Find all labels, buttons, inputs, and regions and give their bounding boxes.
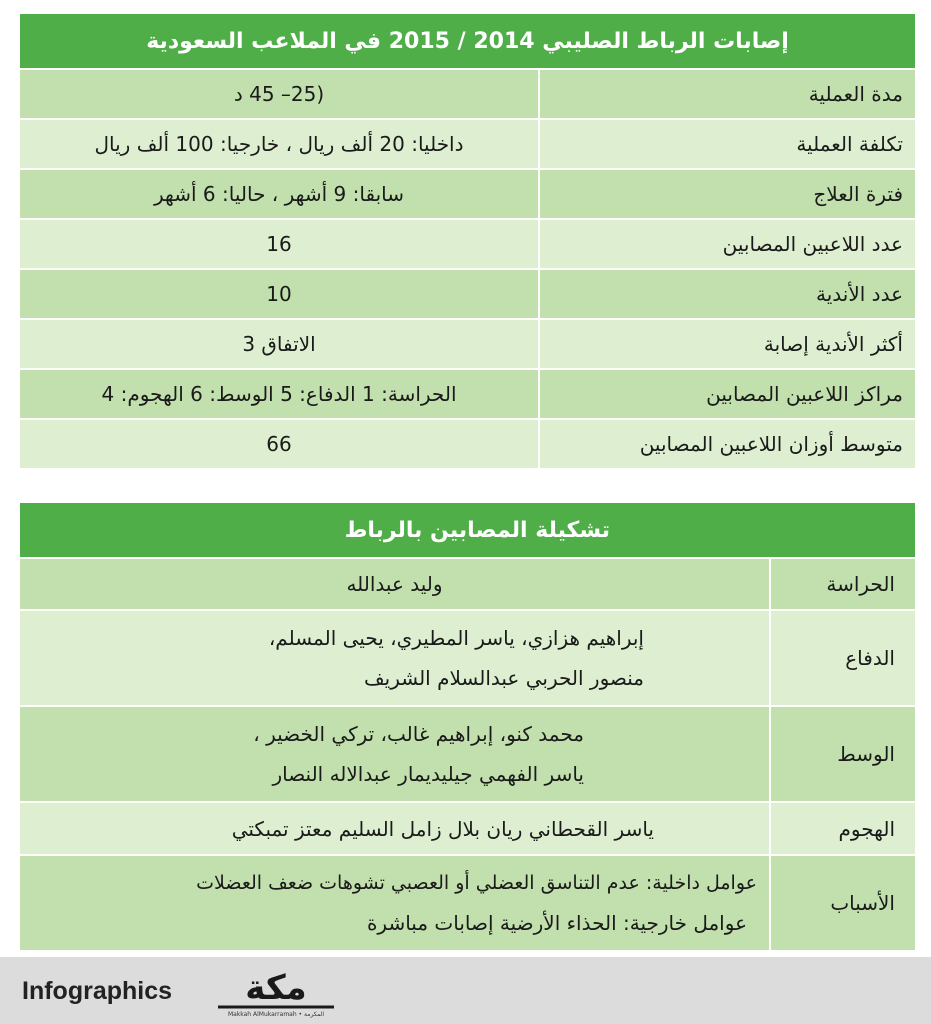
table-row bbox=[19, 855, 916, 951]
row-value-line: عوامل داخلية: عدم التناسق العضلي أو العصبي تشوهات ضعف العضلات bbox=[196, 872, 757, 894]
row-label: الهجوم bbox=[770, 802, 916, 855]
makkah-logo-icon bbox=[210, 963, 342, 1019]
row-label: مدة العملية bbox=[539, 69, 916, 119]
row-value bbox=[19, 610, 770, 706]
row-value: الاتفاق 3 bbox=[19, 319, 539, 369]
injured-players-table bbox=[18, 501, 917, 952]
row-label: تكلفة العملية bbox=[539, 119, 916, 169]
row-label: متوسط أوزان اللاعبين المصابين bbox=[539, 419, 916, 469]
table-row bbox=[19, 169, 916, 219]
row-value: (25– 45 د bbox=[19, 69, 539, 119]
row-value-line: ياسر القحطاني ريان بلال زامل السليم معتز تمبكتي bbox=[231, 816, 654, 841]
injury-stats-title: إصابات الرباط الصليبي 2014 / 2015 في الملاعب السعودية bbox=[19, 13, 916, 69]
row-value bbox=[19, 706, 770, 802]
row-label: الحراسة bbox=[770, 558, 916, 610]
table-row bbox=[19, 369, 916, 419]
table-row bbox=[19, 69, 916, 119]
row-value-line: منصور الحربي عبدالسلام الشريف bbox=[363, 666, 644, 690]
row-value-line: محمد كنو، إبراهيم غالب، تركي الخضير ، bbox=[253, 722, 584, 746]
row-value: الحراسة: 1 الدفاع: 5 الوسط: 6 الهجوم: 4 bbox=[19, 369, 539, 419]
logo-subtitle: Makkah AlMukarramah • المكرمة bbox=[227, 1011, 325, 1018]
table-row bbox=[19, 706, 916, 802]
row-label: أكثر الأندية إصابة bbox=[539, 319, 916, 369]
row-label: الوسط bbox=[770, 706, 916, 802]
table-row bbox=[19, 319, 916, 369]
row-value: سابقا: 9 أشهر ، حاليا: 6 أشهر bbox=[19, 169, 539, 219]
logo-wordmark: مكة bbox=[245, 968, 307, 1008]
row-value: 66 bbox=[19, 419, 539, 469]
table-row bbox=[19, 119, 916, 169]
row-value: 16 bbox=[19, 219, 539, 269]
row-label: الأسباب bbox=[770, 855, 916, 951]
injury-stats-table bbox=[18, 12, 917, 470]
row-value bbox=[19, 802, 770, 855]
row-label: مراكز اللاعبين المصابين bbox=[539, 369, 916, 419]
row-value-line: وليد عبدالله bbox=[346, 572, 443, 596]
table-row bbox=[19, 219, 916, 269]
infographics-label: Infographics bbox=[22, 977, 173, 1005]
table-row bbox=[19, 610, 916, 706]
row-value-line: إبراهيم هزازي، ياسر المطيري، يحيى المسلم، bbox=[268, 626, 644, 650]
row-value bbox=[19, 855, 770, 951]
row-value bbox=[19, 558, 770, 610]
row-label: عدد الأندية bbox=[539, 269, 916, 319]
row-label: فترة العلاج bbox=[539, 169, 916, 219]
row-value: داخليا: 20 ألف ريال ، خارجيا: 100 ألف ريال bbox=[19, 119, 539, 169]
row-value: 10 bbox=[19, 269, 539, 319]
table-row bbox=[19, 558, 916, 610]
table-row bbox=[19, 269, 916, 319]
row-value-line: عوامل خارجية: الحذاء الأرضية إصابات مباشرة bbox=[366, 911, 747, 935]
table-row bbox=[19, 802, 916, 855]
row-label: الدفاع bbox=[770, 610, 916, 706]
injured-players-title: تشكيلة المصابين بالرباط bbox=[19, 502, 916, 558]
footer-bar bbox=[0, 957, 931, 1024]
row-value-line: ياسر الفهمي جيليديمار عبدالاله النصار bbox=[272, 762, 584, 786]
row-label: عدد اللاعبين المصابين bbox=[539, 219, 916, 269]
table-row bbox=[19, 419, 916, 469]
